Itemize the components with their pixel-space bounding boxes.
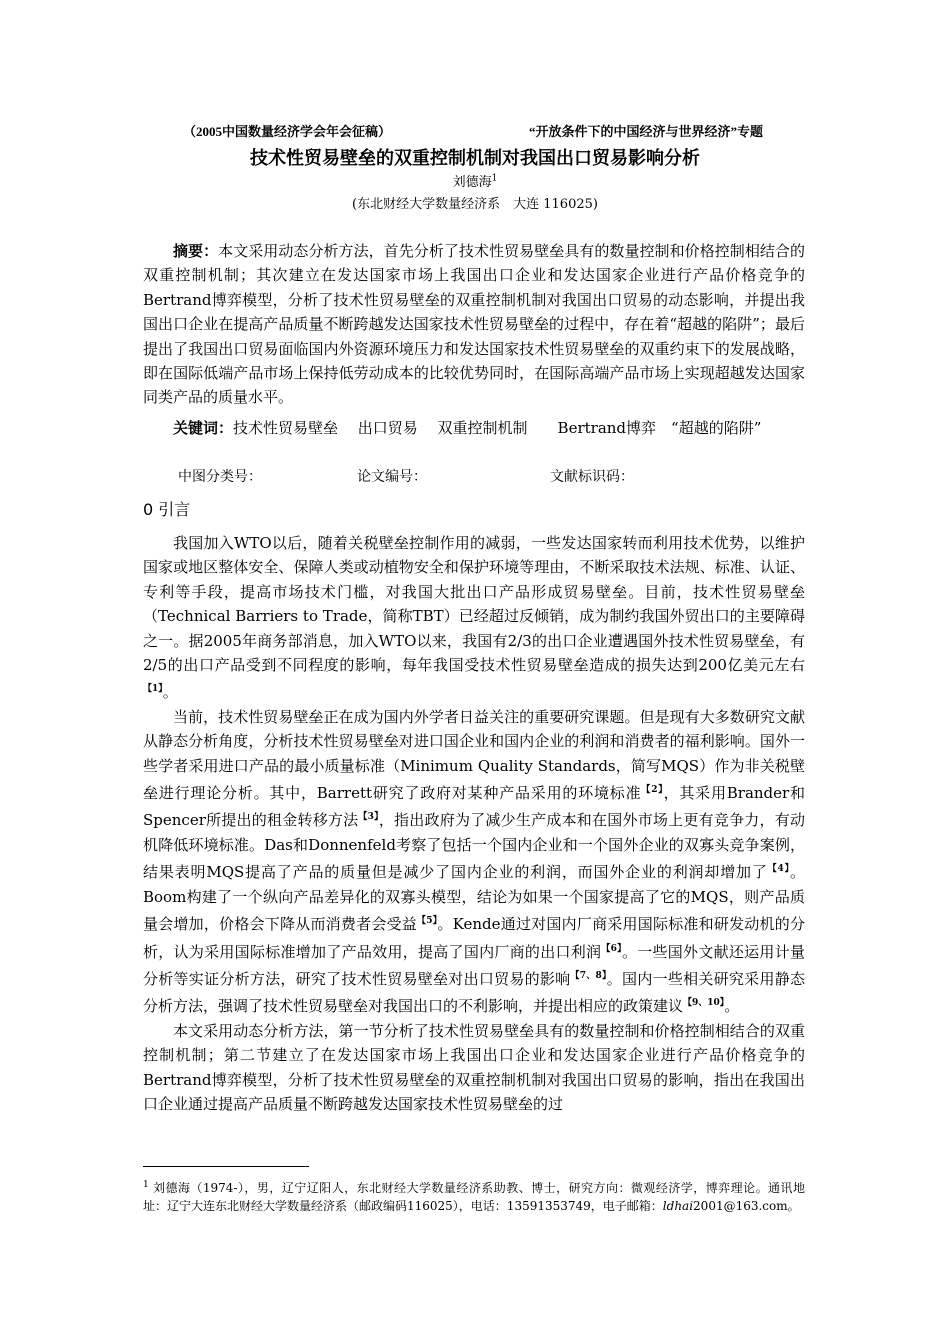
clc-label: 中图分类号： — [178, 469, 262, 485]
paper-number-label: 论文编号： — [357, 469, 427, 485]
keywords-label: 关键词： — [173, 419, 234, 437]
footnote-rule — [143, 1166, 309, 1167]
abstract-text: 本文采用动态分析方法，首先分析了技术性贸易壁垒具有的数量控制和价格控制相结合的双重控制机制；其次建立在发达国家市场上我国出口企业和发达国家企业进行产品价格竞争的Bertrand博弈模型，分析了技术性贸易壁垒的双重控制机制对我国出口贸易的动态影响，并提出我国出口企业在提高产品质量不断跨越发达国家技术性贸易壁垒的过程中，存在着“超越的陷阱”；最后提出了我国出口贸易面临国内外资源环境压力和发达国家技术性贸易壁垒的双重约束下的发展战略，即在国际低端产品市场上保持低劳动成本的比较优势同时，在国际高端产品市场上实现超越发达国家同类产品的质量水平。 — [143, 242, 805, 407]
introduction — [143, 531, 805, 1116]
section-heading: 0 引言 — [143, 500, 191, 519]
footnote — [143, 1176, 805, 1215]
citation-2: 【2】 — [641, 785, 664, 796]
intro-paragraph-1 — [143, 531, 805, 705]
citation-6: 【6】 — [601, 943, 622, 954]
document-code-label: 文献标识码： — [550, 469, 634, 485]
abstract-label: 摘要： — [173, 242, 219, 260]
affiliation: (东北财经大学数量经济系 大连 116025) — [352, 197, 598, 212]
footnote-text: 刘德海（1974-），男，辽宁辽阳人，东北财经大学数量经济系助教、博士，研究方向：微观经济学，博弈理论。通讯地址：辽宁大连东北财经大学数量经济系（邮政编码116025），电话：13591353749，电子邮箱： — [143, 1181, 805, 1213]
intro-paragraph-3: 本文采用动态分析方法，第一节分析了技术性贸易壁垒具有的数量控制和价格控制相结合的双重控制机制；第二节建立了在发达国家市场上我国出口企业和发达国家企业进行产品价格竞争的Bertrand博弈模型，分析了技术性贸易壁垒的双重控制机制对我国出口贸易的影响，指出在我国出口企业通过提高产品质量不断跨越发达国家技术性贸易壁垒的过 — [143, 1021, 805, 1113]
paper-title: 技术性贸易壁垒的双重控制机制对我国出口贸易影响分析 — [250, 148, 700, 169]
header-topic: “开放条件下的中国经济与世界经济”专题 — [529, 124, 764, 139]
author-line — [0, 171, 950, 190]
footnote-mark: 1 — [143, 1180, 149, 1190]
intro-p2-text-f: 。一些国外文献还运用计量分析等实证分析方法，研究了技术性贸易壁垒对出口贸易的影响 — [143, 942, 805, 988]
intro-p1-end: 。 — [162, 683, 178, 702]
author-name: 刘德海 — [452, 175, 492, 190]
footnote-email-user: ldhai — [662, 1199, 694, 1213]
intro-p2-text-h: 。 — [724, 997, 740, 1016]
author-footnote-mark: 1 — [491, 173, 498, 184]
citation-1: 【1】 — [143, 684, 163, 695]
keywords-text: 技术性贸易壁垒 出口贸易 双重控制机制 Bertrand博弈 “超越的陷阱” — [233, 419, 762, 437]
citation-3: 【3】 — [358, 812, 379, 823]
footnote-email-rest: 2001@163.com。 — [693, 1199, 800, 1213]
citation-7-8: 【7、8】 — [570, 970, 607, 981]
abstract — [143, 239, 805, 410]
intro-p2-text-b: ，其采用Brander和Spencer所提出的租金转移方法 — [143, 784, 806, 830]
intro-p2-text-e: 。Kende通过对国内厂商采用国际标准和研发动机的分析，认为采用国际标准增加了产品效用，提高了国内厂商的出口利润 — [143, 915, 805, 961]
intro-paragraph-2 — [143, 705, 805, 1019]
citation-4: 【4】 — [767, 864, 790, 875]
intro-p2-text-g: 。国内一些相关研究采用静态分析方法，强调了技术性贸易壁垒对我国出口的不利影响，并提出相应的政策建议 — [143, 969, 805, 1016]
intro-p2-text-a: 当前，技术性贸易壁垒正在成为国内外学者日益关注的重要研究课题。但是现有大多数研究文献从静态分析角度，分析技术性贸易壁垒对进口国企业和国内企业的利润和消费者的福利影响。国外一些学者采用进口产品的最小质量标准（Minimum Quality Standards，简写MQS）作为非关税壁垒进行理论分析。其中，Barrett研究了政府对某种产品采用的环境标准 — [143, 707, 805, 803]
citation-5: 【5】 — [417, 916, 438, 927]
citation-9-10: 【9、10】 — [683, 998, 725, 1009]
header-conference: （2005中国数量经济学会年会征稿） — [183, 124, 392, 139]
keywords — [143, 416, 805, 440]
intro-p2-text-c: ，指出政府为了减少生产成本和在国外市场上更有竞争力，有动机降低环境标准。Das和Donnenfeld考察了包括一个国内企业和一个国外企业的双寡头竞争案例，结果表明MQS提高了产品的质量但是减少了国内企业的利润，而国外企业的利润却增加了 — [143, 811, 805, 882]
intro-p2-text-d: 。Boom构建了一个纵向产品差异化的双寡头模型，结论为如果一个国家提高了它的MQS，则产品质量会增加，价格会下降从而消费者会受益 — [143, 863, 806, 934]
intro-p1-text: 我国加入WTO以后，随着关税壁垒控制作用的减弱，一些发达国家转而利用技术优势，以维护国家或地区整体安全、保障人类或动植物安全和保护环境等理由，不断采取技术法规、标准、认证、专利等手段，提高市场技术门槛，对我国大批出口产品形成贸易壁垒。目前，技术性贸易壁垒（Technical Barriers to Trade，简称TBT）已经超过反倾销，成为制约我国外贸出口的主要障碍之一。据2005年商务部消息，加入WTO以来，我国有2/3的出口企业遭遇国外技术性贸易壁垒，有2/5的出口产品受到不同程度的影响，每年我国受技术性贸易壁垒造成的损失达到200亿美元左右 — [143, 534, 805, 675]
